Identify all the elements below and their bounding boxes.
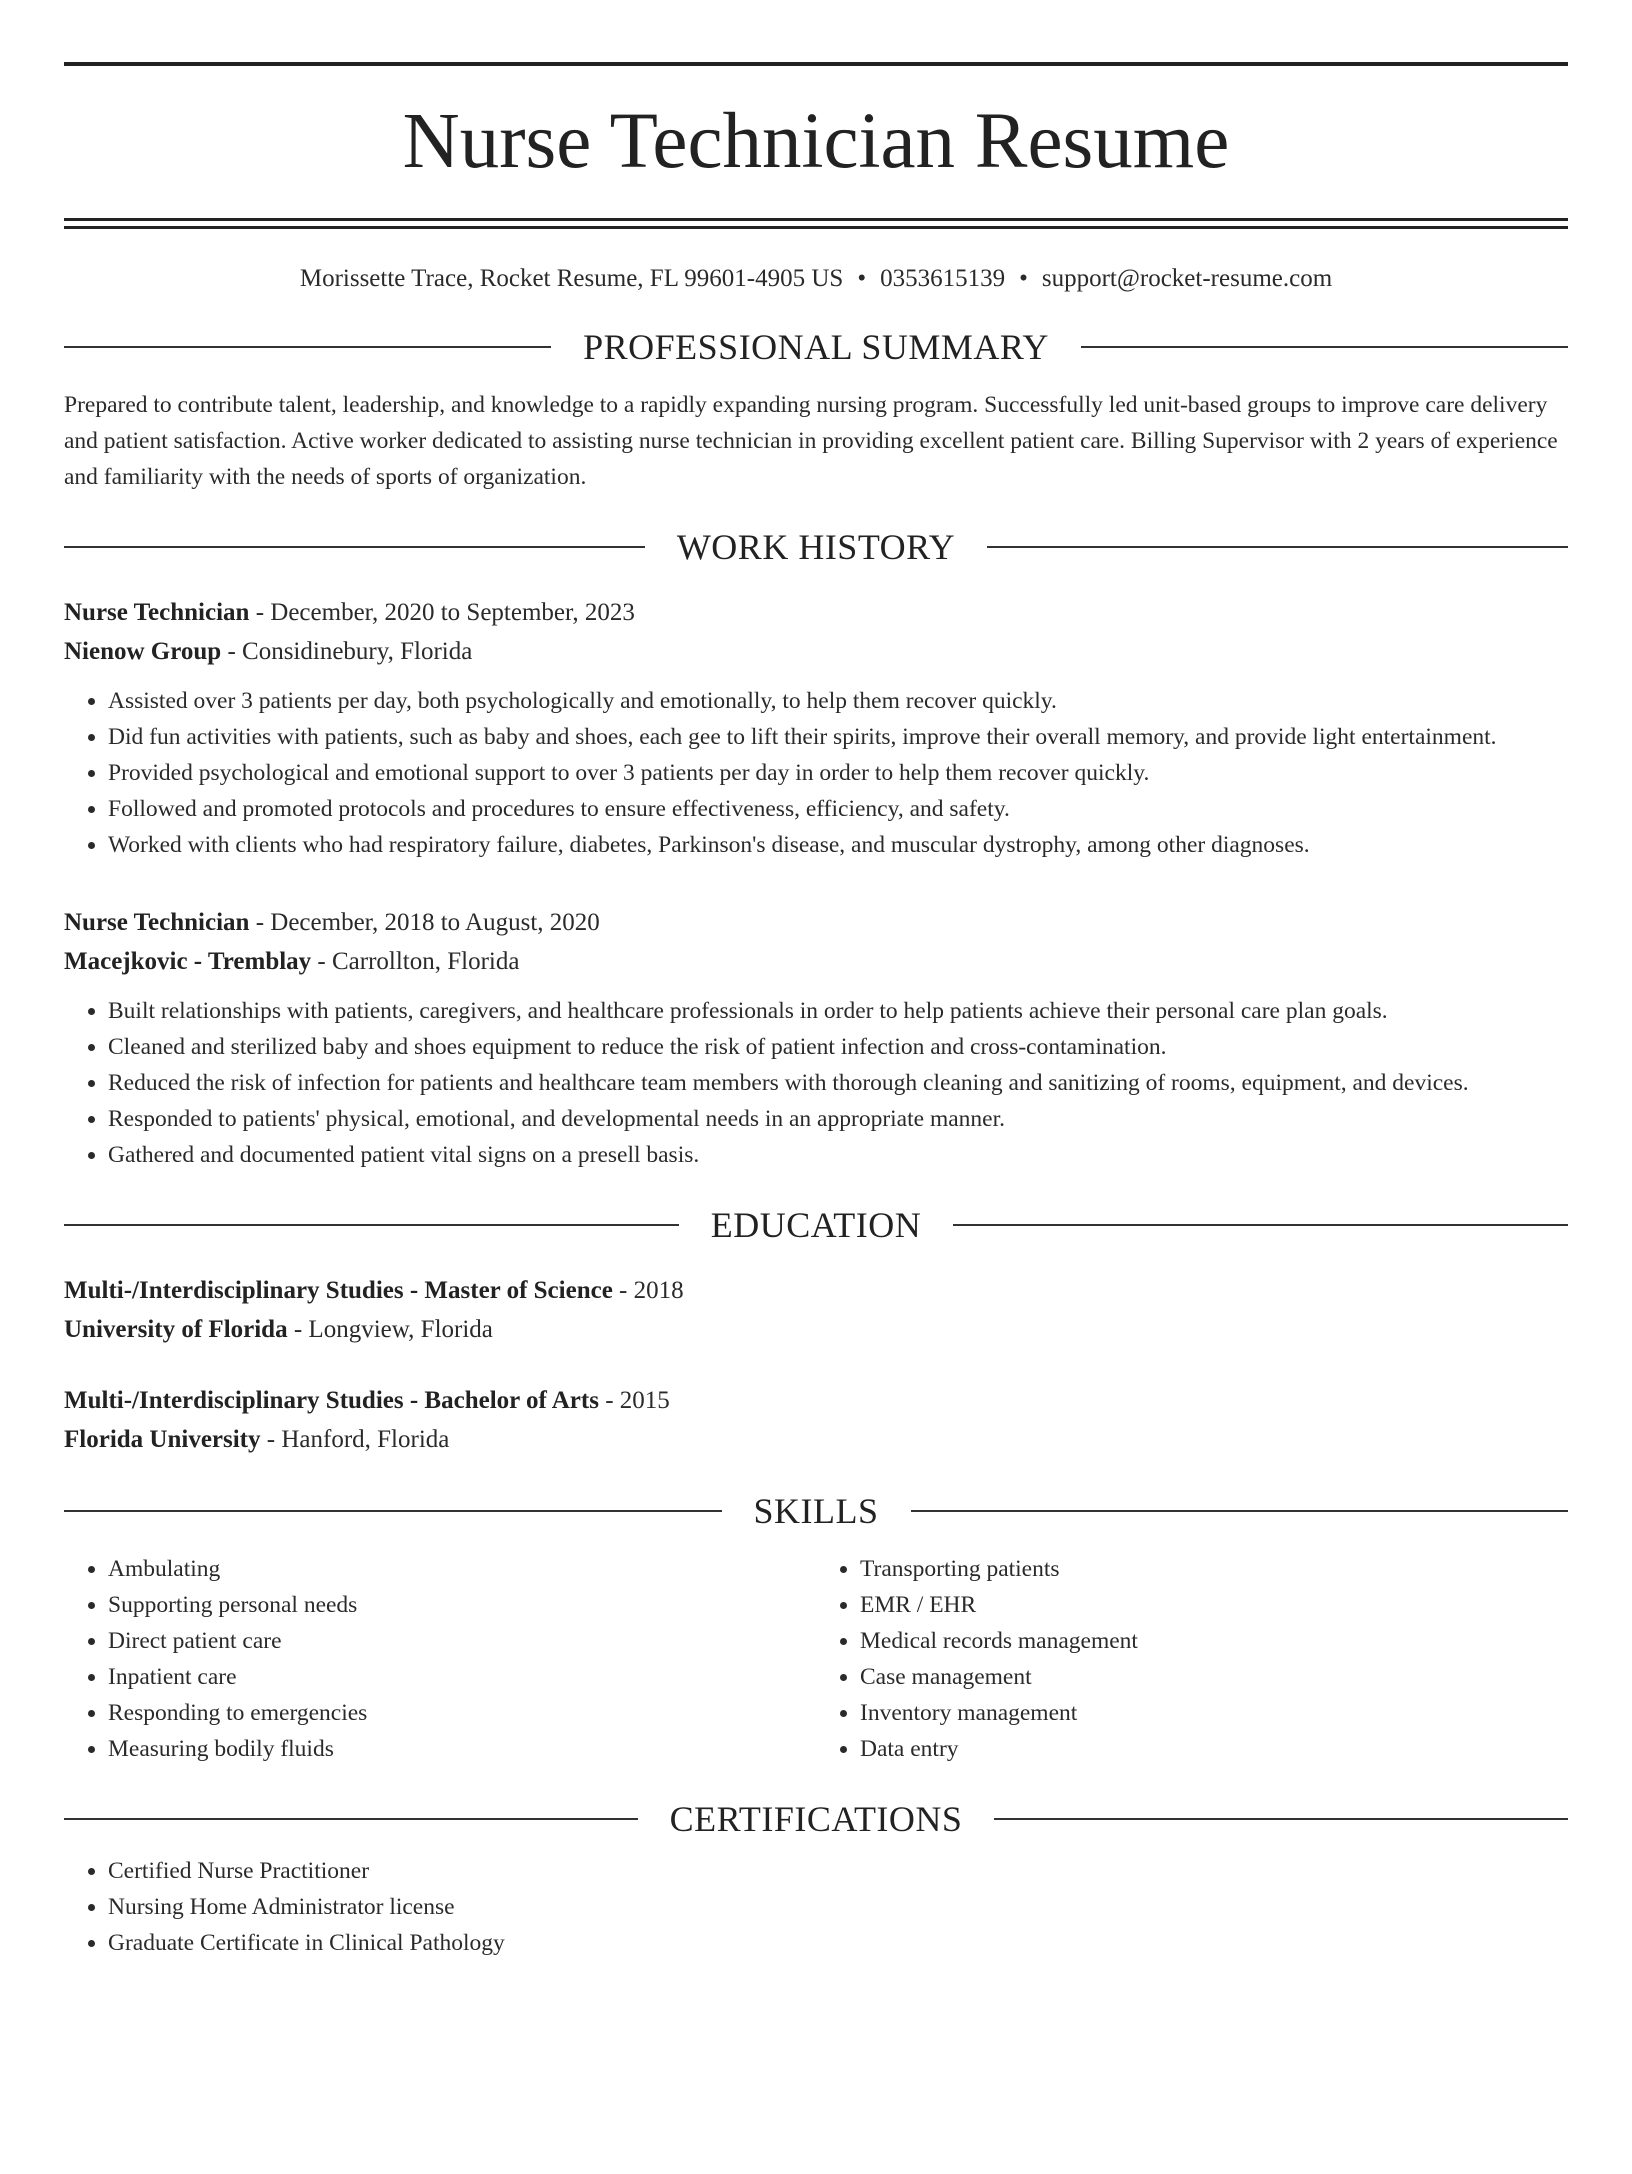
skill-item: • Direct patient care bbox=[108, 1623, 816, 1659]
section-heading-summary bbox=[64, 325, 1568, 369]
list-item: • Provided psychological and emotional support to over 3 patients per day in order to help them recover quickly. bbox=[108, 755, 1568, 791]
skill-item: • Measuring bodily fluids bbox=[108, 1731, 816, 1767]
list-item: • Worked with clients who had respiratory failure, diabetes, Parkinson's disease, and muscular dystrophy, among other diagnoses. bbox=[108, 827, 1568, 863]
school: University of Florida bbox=[64, 1316, 288, 1343]
school-location: - Longview, Florida bbox=[287, 1316, 493, 1343]
job-bullets bbox=[64, 993, 1568, 1173]
job-title-line bbox=[64, 593, 1568, 632]
job-title-line bbox=[64, 903, 1568, 942]
heading-rule bbox=[64, 1224, 679, 1226]
skills-list-left bbox=[64, 1551, 816, 1767]
section-heading-education bbox=[64, 1203, 1568, 1247]
list-item: • Reduced the risk of infection for patients and healthcare team members with thorough cleaning and sanitizing of rooms, equipment, and devices. bbox=[108, 1065, 1568, 1101]
heading-rule bbox=[1081, 346, 1568, 348]
contact-separator: • bbox=[857, 265, 867, 292]
contact-separator: • bbox=[1019, 265, 1028, 292]
contact-line bbox=[64, 263, 1568, 295]
degree: Multi-/Interdisciplinary Studies - Master of Science bbox=[64, 1277, 613, 1304]
heading-rule bbox=[953, 1224, 1568, 1226]
degree: Multi-/Interdisciplinary Studies - Bachelor of Arts bbox=[64, 1387, 599, 1414]
double-rule bbox=[64, 218, 1568, 229]
heading-rule bbox=[994, 1818, 1568, 1820]
section-heading-certifications bbox=[64, 1797, 1568, 1841]
list-item: • Cleaned and sterilized baby and shoes equipment to reduce the risk of patient infection and cross-contamination. bbox=[108, 1029, 1568, 1065]
job-company: Nienow Group bbox=[64, 638, 222, 665]
summary-text: Prepared to contribute talent, leadership, and knowledge to a rapidly expanding nursing program. Successfully led unit-based groups to improve care delivery and patient satisfaction. Active worker dedicated to assisting nurse technician in providing excellent patient care. Billing Supervisor with 2 years of experience and familiarity with the needs of sports of organization. bbox=[64, 392, 1558, 490]
job-title: Nurse Technician bbox=[64, 909, 250, 936]
job-company: Macejkovic - Tremblay bbox=[64, 948, 312, 975]
job-title: Nurse Technician bbox=[64, 599, 250, 626]
skill-item: • Inpatient care bbox=[108, 1659, 816, 1695]
skill-item: • Supporting personal needs bbox=[108, 1587, 816, 1623]
list-item: • Built relationships with patients, caregivers, and healthcare professionals in order to help patients achieve their personal care plan goals. bbox=[108, 993, 1568, 1029]
list-item: • Assisted over 3 patients per day, both psychologically and emotionally, to help them recover quickly. bbox=[108, 683, 1568, 719]
job-company-line bbox=[64, 942, 1568, 981]
school-location: - Hanford, Florida bbox=[260, 1426, 450, 1453]
section-heading-work bbox=[64, 525, 1568, 569]
list-item: • Followed and promoted protocols and procedures to ensure effectiveness, efficiency, and safety. bbox=[108, 791, 1568, 827]
job-entry bbox=[64, 593, 1568, 863]
education-entry bbox=[64, 1271, 1568, 1349]
school: Florida University bbox=[64, 1426, 261, 1453]
degree-line bbox=[64, 1381, 1568, 1420]
skill-item: • Data entry bbox=[860, 1731, 1568, 1767]
heading-rule bbox=[911, 1510, 1569, 1512]
heading-rule bbox=[64, 1510, 722, 1512]
heading-rule bbox=[64, 346, 551, 348]
section-heading-skills bbox=[64, 1489, 1568, 1533]
section-title: PROFESSIONAL SUMMARY bbox=[583, 327, 1049, 367]
skills-list-right bbox=[816, 1551, 1568, 1767]
skill-item: • Medical records management bbox=[860, 1623, 1568, 1659]
list-item: • Responded to patients' physical, emotional, and developmental needs in an appropriate manner. bbox=[108, 1101, 1568, 1137]
skill-item: • Transporting patients bbox=[860, 1551, 1568, 1587]
contact-address: Morissette Trace, Rocket Resume, FL 99601-4905 US bbox=[299, 265, 844, 292]
section-title: EDUCATION bbox=[710, 1205, 922, 1245]
skill-item: • EMR / EHR bbox=[860, 1587, 1568, 1623]
contact-email: support@rocket-resume.com bbox=[1041, 265, 1333, 292]
certifications-list bbox=[64, 1853, 1568, 1961]
resume-page bbox=[0, 62, 1632, 2174]
list-item: • Did fun activities with patients, such as baby and shoes, each gee to lift their spirits, improve their overall memory, and provide light entertainment. bbox=[108, 719, 1568, 755]
education-entry bbox=[64, 1381, 1568, 1459]
skills-columns bbox=[64, 1551, 1568, 1767]
job-bullets bbox=[64, 683, 1568, 863]
certification-item: • Nursing Home Administrator license bbox=[108, 1889, 1568, 1925]
section-title: SKILLS bbox=[753, 1491, 879, 1531]
skill-item: • Inventory management bbox=[860, 1695, 1568, 1731]
school-line bbox=[64, 1420, 1568, 1459]
job-dates: - December, 2018 to August, 2020 bbox=[249, 909, 600, 936]
resume-title: Nurse Technician Resume bbox=[402, 98, 1230, 185]
job-company-line bbox=[64, 632, 1568, 671]
heading-rule bbox=[64, 546, 645, 548]
section-title: WORK HISTORY bbox=[676, 527, 956, 567]
job-location: - Carrollton, Florida bbox=[311, 948, 520, 975]
job-location: - Considinebury, Florida bbox=[221, 638, 473, 665]
list-item: • Gathered and documented patient vital signs on a presell basis. bbox=[108, 1137, 1568, 1173]
degree-year: - 2018 bbox=[612, 1277, 684, 1304]
degree-line bbox=[64, 1271, 1568, 1310]
skill-item: • Ambulating bbox=[108, 1551, 816, 1587]
certification-item: • Graduate Certificate in Clinical Pathology bbox=[108, 1925, 1568, 1961]
school-line bbox=[64, 1310, 1568, 1349]
heading-rule bbox=[987, 546, 1568, 548]
section-title: CERTIFICATIONS bbox=[669, 1799, 963, 1839]
job-entry bbox=[64, 903, 1568, 1173]
top-rule bbox=[64, 62, 1568, 66]
contact-phone: 0353615139 bbox=[880, 265, 1006, 292]
certification-item: • Certified Nurse Practitioner bbox=[108, 1853, 1568, 1889]
heading-rule bbox=[64, 1818, 638, 1820]
degree-year: - 2015 bbox=[598, 1387, 670, 1414]
skill-item: • Case management bbox=[860, 1659, 1568, 1695]
skill-item: • Responding to emergencies bbox=[108, 1695, 816, 1731]
job-dates: - December, 2020 to September, 2023 bbox=[249, 599, 635, 626]
